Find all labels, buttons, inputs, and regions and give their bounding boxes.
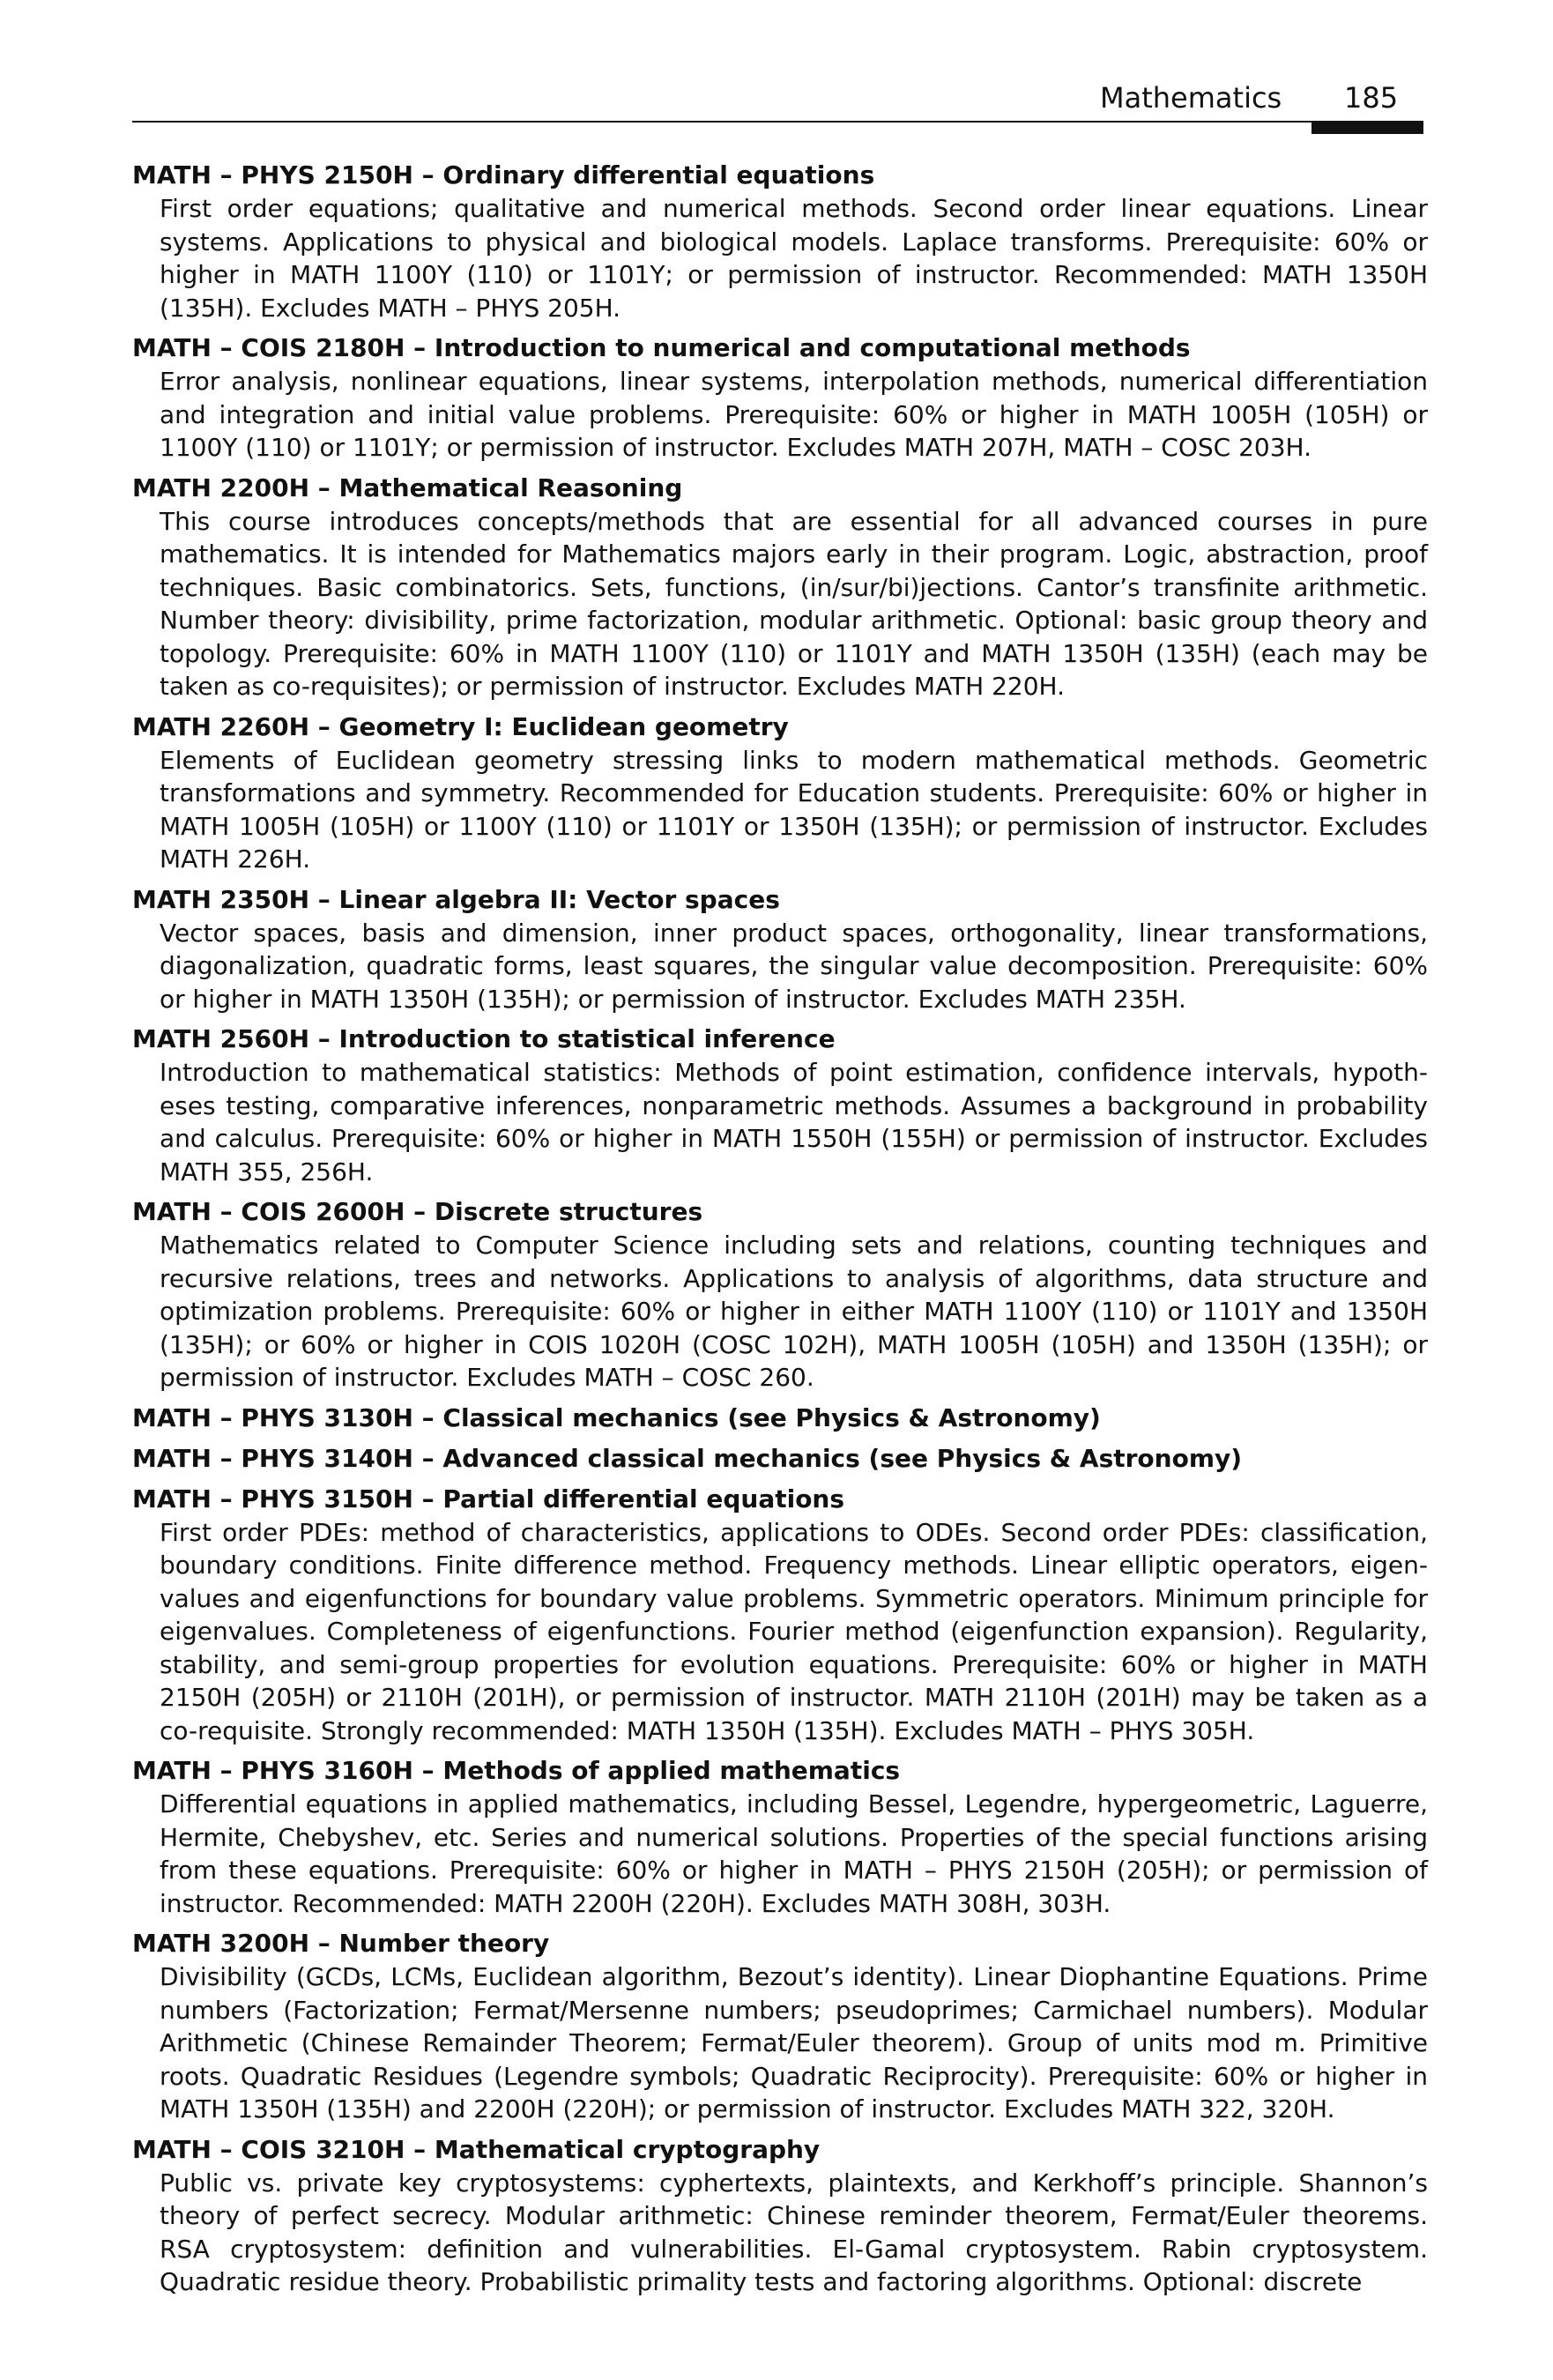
course-description: First order equations; qualitative and numerical methods. Second order linear equations. Linear systems. Applications to physical and biological models. Laplace transforms. Prerequisite: 60% or higher in MATH 1100Y (110) or 1101Y; or permission of instructor. Recommended: MATH 1350H (135H). Excludes MATH – PHYS 205H. [160,194,1428,323]
course-description: Elements of Euclidean geometry stressing links to modern mathematical methods. Geometric transformations and symmetry. Recommended for Education students. Prerequisite: 60% or higher in MATH 1005H (105H) or 1100Y (110) or 1101Y or 1350H (135H); or permission of instructor. Excludes MATH 226H. [160,745,1428,874]
course-list [132,159,1428,2306]
course-title: MATH 2260H – Geometry I: Euclidean geometry [132,711,789,741]
header-rule [132,121,1423,123]
course-title: MATH 2560H – Introduction to statistical inference [132,1024,836,1053]
course-entry [132,1754,1428,1920]
course-entry [132,472,1428,703]
course-description: Introduction to mathematical statistics: Methods of point estimation, confidence intervals, hypoth-eses testing, comparative inferences, nonparametric methods. Assumes a background in probability and calculus. Prerequisite: 60% or higher in MATH 1550H (155H) or permission of instructor. Excludes MATH 355, 256H. [160,1058,1428,1186]
course-entry [132,1402,1428,1435]
course-title: MATH – PHYS 3130H – Classical mechanics (see Physics & Astronomy) [132,1402,1101,1432]
course-entry [132,1442,1428,1476]
course-title: MATH 3200H – Number theory [132,1929,550,1958]
course-description: Vector spaces, basis and dimension, inner product spaces, orthogonality, linear transformations, diagonalization, quadratic forms, least squares, the singular value decomposition. Prerequisite: 60% or higher in MATH 1350H (135H); or permission of instructor. Excludes MATH 235H. [160,918,1428,1014]
course-title: MATH 2350H – Linear algebra II: Vector spaces [132,884,780,914]
course-description: Divisibility (GCDs, LCMs, Euclidean algorithm, Bezout’s identity). Linear Diophantine Equations. Prime numbers (Factorization; Fermat/Mersenne numbers; pseudoprimes; Carmichael numbers). Modular Arithmetic (Chinese Remainder Theorem; Fermat/Euler theorem). Group of units mod m. Primitive roots. Quadratic Residues (Legendre symbols; Quadratic Reciprocity). Prerequisite: 60% or higher in MATH 1350H (135H) and 2200H (220H); or permission of instructor. Excludes MATH 322, 320H. [160,1962,1428,2123]
course-description: First order PDEs: method of characteristics, applications to ODEs. Second order PDEs: classification, boundary conditions. Finite difference method. Frequency methods. Linear elliptic operators, eigen-values and eigenfunctions for boundary value problems. Symmetric operators. Minimum principle for eigenvalues. Completeness of eigenfunctions. Fourier method (eigenfunction expansion). Regularity, stability, and semi-group properties for evolution equations. Prerequisite: 60% or higher in MATH 2150H (205H) or 2110H (201H), or permission of instructor. MATH 2110H (201H) may be taken as a co-requisite. Strongly recommended: MATH 1350H (135H). Excludes MATH – PHYS 305H. [160,1517,1428,1745]
course-description: This course introduces concepts/methods that are essential for all advanced courses in pure mathematics. It is intended for Mathematics majors early in their program. Logic, abstraction, proof techniques. Basic combinatorics. Sets, functions, (in/sur/bi)jections. Cantor’s transfinite arithmetic. Number theory: divisibility, prime factorization, modular arithmetic. Optional: basic group theory and topology. Prerequisite: 60% in MATH 1100Y (110) or 1101Y and MATH 1350H (135H) (each may be taken as co-requisites); or permission of instructor. Excludes MATH 220H. [160,506,1428,701]
course-entry [132,159,1428,324]
course-description: Error analysis, nonlinear equations, linear systems, interpolation methods, numerical differentiation and integration and initial value problems. Prerequisite: 60% or higher in MATH 1005H (105H) or 1100Y (110) or 1101Y; or permission of instructor. Excludes MATH 207H, MATH – COSC 203H. [160,367,1428,462]
course-description: Differential equations in applied mathematics, including Bessel, Legendre, hypergeometric, Laguerre, Hermite, Chebyshev, etc. Series and numerical solutions. Properties of the special functions arising from these equations. Prerequisite: 60% or higher in MATH – PHYS 2150H (205H); or permission of instructor. Recommended: MATH 2200H (220H). Excludes MATH 308H, 303H. [160,1789,1428,1918]
course-entry [132,1023,1428,1188]
course-description: Mathematics related to Computer Science including sets and relations, counting techniques and recursive relations, trees and networks. Applications to analysis of algorithms, data structure and optimization problems. Prerequisite: 60% or higher in either MATH 1100Y (110) or 1101Y and 1350H (135H); or 60% or higher in COIS 1020H (COSC 102H), MATH 1005H (105H) and 1350H (135H); or permission of instructor. Excludes MATH – COSC 260. [160,1231,1428,1392]
course-entry [132,1483,1428,1748]
course-entry [132,710,1428,876]
course-title: MATH – PHYS 2150H – Ordinary differential equations [132,160,875,190]
header-tab-bar [1312,123,1423,134]
course-entry [132,1927,1428,2126]
page-number: 185 [1344,81,1399,115]
course-title: MATH – PHYS 3160H – Methods of applied mathematics [132,1756,901,1785]
course-entry [132,331,1428,465]
course-entry [132,1195,1428,1395]
course-title: MATH – PHYS 3140H – Advanced classical mechanics (see Physics & Astronomy) [132,1443,1243,1473]
running-header-section: Mathematics [1100,81,1282,115]
course-title: MATH – COIS 3210H – Mathematical cryptography [132,2134,821,2164]
course-title: MATH – COIS 2600H – Discrete structures [132,1197,703,1226]
course-entry [132,2133,1428,2299]
course-title: MATH – PHYS 3150H – Partial differential equations [132,1484,845,1514]
course-description: Public vs. private key cryptosystems: cyphertexts, plaintexts, and Kerkhoff’s principle. Shannon’s theory of perfect secrecy. Modular arithmetic: Chinese reminder theorem, Fermat/Euler theorems. RSA cryptosystem: definition and vulnerabilities. El-Gamal cryptosystem. Rabin cryptosystem. Quadratic residue theory. Probabilistic primality tests and factoring algorithms. Optional: discrete [160,2168,1428,2296]
course-title: MATH 2200H – Mathematical Reasoning [132,472,683,502]
course-title: MATH – COIS 2180H – Introduction to numerical and computational methods [132,333,1191,362]
course-entry [132,883,1428,1016]
